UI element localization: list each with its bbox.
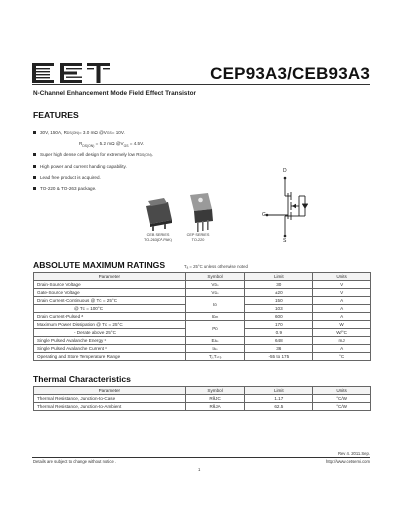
column-header: Limit	[245, 273, 313, 281]
unit-cell: W/°C	[313, 329, 371, 337]
limit-cell: ±20	[245, 289, 313, 297]
unit-cell: mJ	[313, 337, 371, 345]
unit-cell: °C/W	[313, 403, 371, 411]
bullet-icon	[33, 153, 36, 156]
to263-package-icon	[140, 198, 176, 232]
feature-item: 30V, 150A, R DS(ON) = 3.0 mΩ @V GS = 10V.	[33, 130, 125, 135]
parameter-cell: Single Pulsed Avalanche Current ᶜ	[34, 345, 186, 353]
parameter-cell: Gate-Source Voltage	[34, 289, 186, 297]
column-header: Parameter	[34, 387, 186, 395]
column-header: Symbol	[185, 273, 245, 281]
features-heading: FEATURES	[33, 110, 79, 120]
limit-cell: 36	[245, 345, 313, 353]
package-series-left: CEB SERIES	[146, 233, 170, 237]
drain-pin-label: D	[283, 168, 287, 174]
unit-cell: V	[313, 289, 371, 297]
unit-cell: V	[313, 281, 371, 289]
unit-cell: °C/W	[313, 395, 371, 403]
table-row	[34, 345, 371, 353]
table-row	[34, 289, 371, 297]
table-row	[34, 321, 371, 329]
parameter-cell: Drain-Source Voltage	[34, 281, 186, 289]
column-header: Units	[313, 387, 371, 395]
symbol-cell: Eᴀₛ	[185, 337, 245, 345]
unit-cell: A	[313, 297, 371, 305]
package-type-right: TO-220	[191, 238, 205, 242]
unit-cell: A	[313, 345, 371, 353]
limit-cell: 62.5	[245, 403, 313, 411]
symbol-cell: Iᴅ	[185, 297, 245, 313]
parameter-cell: Drain Current-Pulsed ᵃ	[34, 313, 186, 321]
limit-cell: 103	[245, 305, 313, 313]
device-subtitle: N-Channel Enhancement Mode Field Effect Transistor	[33, 90, 196, 97]
unit-cell: A	[313, 305, 371, 313]
feature-item: High power and current handing capability.	[33, 164, 127, 169]
abs-max-condition: Tₐ = 25°C unless otherwise noted	[184, 264, 248, 269]
abs-max-table	[33, 272, 371, 361]
limit-cell: 170	[245, 321, 313, 329]
part-number-title: CEP93A3/CEB93A3	[210, 64, 370, 83]
disclaimer-text: Details are subject to change without notice .	[33, 459, 117, 464]
table-row	[34, 297, 371, 305]
bullet-icon	[33, 187, 36, 190]
parameter-cell: Thermal Resistance, Junction-to-Ambient	[34, 403, 186, 411]
feature-item-continued: $R_{DS(ON)} = 5.2$ mΩ $@V_{GS} = 4.5V$.	[79, 141, 145, 148]
feature-item: Lead free product is acquired.	[33, 175, 101, 180]
unit-cell: W	[313, 321, 371, 329]
thermal-table	[33, 386, 371, 411]
limit-cell: -55 to 175	[245, 353, 313, 361]
table-row	[34, 395, 371, 403]
parameter-cell: Maximum Power Dissipation @ Tᴄ = 25°C	[34, 321, 186, 329]
bullet-icon	[33, 176, 36, 179]
abs-max-heading: ABSOLUTE MAXIMUM RATINGS	[33, 260, 166, 270]
cet-logo	[32, 63, 110, 83]
parameter-cell: Thermal Resistance, Junction-to-Case	[34, 395, 186, 403]
package-series-right: CEP SERIES	[186, 233, 210, 237]
table-row	[34, 337, 371, 345]
limit-cell: 0.9	[245, 329, 313, 337]
website-link[interactable]: http://www.cetsemi.com	[326, 459, 370, 464]
symbol-cell: Tⱼ,Tₛₜₔ	[185, 353, 245, 361]
table-header-row	[34, 273, 371, 281]
column-header: Limit	[245, 387, 313, 395]
unit-cell: A	[313, 313, 371, 321]
symbol-cell: Vᴅₛ	[185, 281, 245, 289]
symbol-cell: RθJC	[185, 395, 245, 403]
symbol-cell: Iᴅₘ	[185, 313, 245, 321]
parameter-cell: @ Tᴄ = 100°C	[34, 305, 186, 313]
unit-cell: °C	[313, 353, 371, 361]
revision-date: Rev 4. 2011.Sep.	[337, 451, 370, 456]
symbol-cell: Pᴅ	[185, 321, 245, 337]
package-type-left: TO-263(D²-PAK)	[144, 238, 172, 242]
feature-item: Super high dense cell design for extremely low R DS(ON) .	[33, 152, 153, 157]
bullet-icon	[33, 131, 36, 134]
parameter-cell: - Derate above 25°C	[34, 329, 186, 337]
column-header: Parameter	[34, 273, 186, 281]
column-header: Symbol	[185, 387, 245, 395]
header-rule	[32, 84, 370, 85]
to220-package-icon	[182, 193, 216, 233]
limit-cell: 648	[245, 337, 313, 345]
footer-rule	[32, 457, 370, 458]
table-row	[34, 313, 371, 321]
symbol-cell: Iᴀₛ	[185, 345, 245, 353]
table-row	[34, 281, 371, 289]
limit-cell: 600	[245, 313, 313, 321]
symbol-cell: Vɢₛ	[185, 289, 245, 297]
feature-item: TO-220 & TO-263 package.	[33, 186, 96, 191]
limit-cell: 30	[245, 281, 313, 289]
source-pin-label: S	[283, 238, 287, 244]
limit-cell: 150	[245, 297, 313, 305]
column-header: Units	[313, 273, 371, 281]
mosfet-schematic-diagram	[245, 168, 327, 246]
bullet-icon	[33, 165, 36, 168]
table-row	[34, 353, 371, 361]
parameter-cell: Drain Current-Continuous @ Tᴄ = 25°C	[34, 297, 186, 305]
table-header-row	[34, 387, 371, 395]
table-row	[34, 403, 371, 411]
limit-cell: 1.17	[245, 395, 313, 403]
thermal-heading: Thermal Characteristics	[33, 374, 131, 384]
parameter-cell: Operating and Store Temperature Range	[34, 353, 186, 361]
page-number: 1	[198, 467, 201, 472]
parameter-cell: Single Pulsed Avalanche Energy ᶜ	[34, 337, 186, 345]
gate-pin-label: G	[262, 212, 266, 218]
symbol-cell: RθJA	[185, 403, 245, 411]
